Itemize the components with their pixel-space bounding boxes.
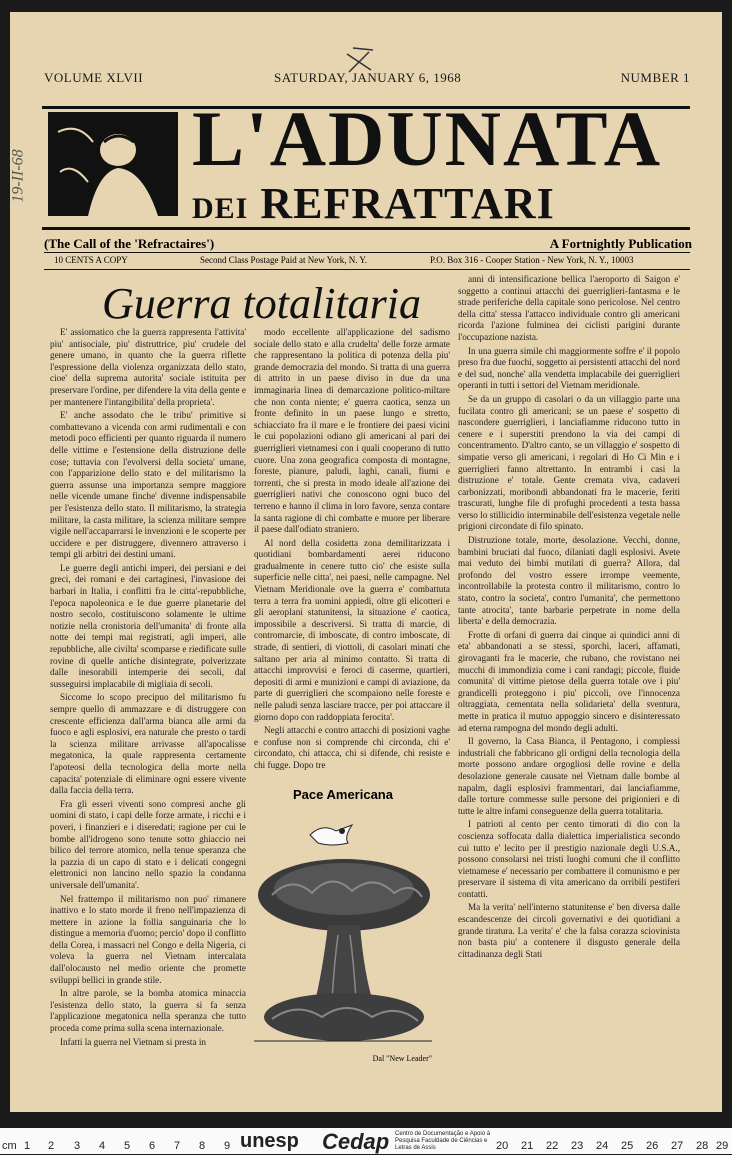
ruler-tick: 4 xyxy=(99,1140,106,1152)
rule-top xyxy=(44,252,690,253)
ruler-tick: 24 xyxy=(596,1140,609,1152)
article-paragraph: Il governo, la Casa Bianca, il Pentagono, i complessi industriali che fabbricano gli ordigni della tecnologia della morte possono andare orgogliosi delle rovine e della desolazione generale causate nel Vietnam dalle bombe al napalm, dagli esplosivi frammentari, dai lanciafiamme, dalle torture commesse sulle persone dei prigionieri e di tutte le altre infami conseguenze della guerra totalitaria. xyxy=(458,736,680,816)
article-paragraph: In una guerra simile chi maggiormente soffre e' il popolo preso fra due fuochi, soggetto ai persistenti attacchi del nord e del sud, nonche' alla vendetta implacabile dei guerriglieri operanti in tutti i settori del Vietnam meridionale. xyxy=(458,345,680,391)
ruler-tick: 25 xyxy=(621,1140,634,1152)
ruler-tick: 29 xyxy=(716,1140,729,1152)
ruler-tick: 28 xyxy=(696,1140,709,1152)
masthead-illustration-icon xyxy=(48,112,178,216)
article-paragraph: Nel frattempo il militarismo non puo' rimanere inattivo e lo stato morde il freno nell'impazienza di mettere in azione la follia sanguinaria che lo distingue a memoria d'uomo; percio' dopo il conflitto della Corea, i massacri nel Congo e della Nigeria, ci voleva la guerra nel Vietnam intercalata dall'olocausto nel medio oriente che promette sviluppi bellici in grande stile. xyxy=(50,893,246,985)
masthead-refrattari: REFRATTARI xyxy=(260,179,555,228)
article-column-2 xyxy=(254,327,450,782)
ruler-tick: 1 xyxy=(24,1140,31,1152)
rule-bottom xyxy=(44,269,690,270)
ruler-tick: 21 xyxy=(521,1140,534,1152)
address-label: P.O. Box 316 - Cooper Station - New York, N. Y., 10003 xyxy=(430,255,634,265)
ruler-tick: 2 xyxy=(48,1140,55,1152)
frequency-label: A Fortnightly Publication xyxy=(549,236,692,251)
masthead-subtitle xyxy=(192,178,555,229)
article-paragraph: Ma la verita' nell'interno statunitense e' ben diversa dalle escandescenze dei circoli governativi e dei quotidiani a grande tiratura. La verita' e' che la falsa corazza sciovinista non basta piu' a contenere il disgusto generale della cittadinanza degli Stati xyxy=(458,902,680,959)
unesp-logo: unesp xyxy=(240,1130,299,1152)
ruler-tick: 27 xyxy=(671,1140,684,1152)
handwritten-date-note: 19-II-68 xyxy=(10,149,27,203)
ruler-tick: 26 xyxy=(646,1140,659,1152)
ruler-tick: 23 xyxy=(571,1140,584,1152)
english-subtitle: (The Call of the 'Refractaires') xyxy=(44,236,215,251)
article-paragraph: Distruzione totale, morte, desolazione. Vecchi, donne, bambini bruciati dal fuoco, dilaniati dagli esplosivi. Avete mai veduto dei bimbi mutilati di guerra? Allora, dal profondo del vostro essere irrompe veemente, incontrollabile la protesta contro il militarismo, contro lo stato, contro la societa', contro l'umanita', che permettono tante atrocita', tante barbarie perpetrate in nome della liberta' e della democrazia. xyxy=(458,535,680,627)
article-headline: Guerra totalitaria xyxy=(102,279,422,328)
ruler-tick: 7 xyxy=(174,1140,181,1152)
ruler-tick: 5 xyxy=(124,1140,131,1152)
article-column-3 xyxy=(458,274,680,1084)
issue-date: SATURDAY, JANUARY 6, 1968 xyxy=(274,70,462,85)
volume-label: VOLUME XLVII xyxy=(44,70,144,85)
postage-label: Second Class Postage Paid at New York, N. Y. xyxy=(200,255,368,265)
ruler-tick: 3 xyxy=(74,1140,81,1152)
article-paragraph: Le guerre degli antichi imperi, dei persiani e dei greci, dei romani e dei cartaginesi, l'invasione dei barbari in Italia, i conflitti fra le citta'-repubbliche, l'epoca napoleonica e le due guerre planetarie del nostro secolo, costituiscono solamente le ultime notizie nella cronistoria dell'umanita' di fronte alla notte dei tempi mai registrati, agli imperi, alle repubbliche, alle civilta' scomparse e riedificate sulle rovine di quelle antiche disintegrate, polverizzate dalle inesorabili intemperie dei secoli, dal susseguirsi implacabile di migliaia di secoli. xyxy=(50,562,246,689)
cedap-logo: Cedap xyxy=(322,1129,390,1154)
article-paragraph: Se da un gruppo di casolari o da un villaggio parte una fucilata contro gli americani; se un paese e' sospetto di nascondere guerriglieri, i lanciafiamme riducono tutto in cenere e i superstiti prendono la via dei campi di concentramento. D'altro canto, se un villaggio e' sospetto di simpatie verso gli americani, i regolari di Ho Ci Min e i guerriglieri fanno altrettanto. In entrambi i casi la distruzione e' totale. Gente cremata viva, cadaveri carbonizzati, moribondi abbandonati fra le macerie, feriti trascurati, lunghe file di profughi procedenti a testa bassa verso lo stillicidio interminabile dell'esistenza vegetale nelle prigioni circondate di filo spinato. xyxy=(458,393,680,532)
article-paragraph: modo eccellente all'applicazione del sadismo sociale dello stato e alla crudelta' delle forze armate che rappresentano la politica di potenza della piu' grande democrazia del mondo. Si tratta di una guerra di attrito in un paese diviso in due da una immaginaria linea di demarcazione politico-miltare che non conta niente; e' guerra caotica, senza un fronte definito in un paese lungo e stretto, schiacciato fra il mare e le frontiere dei paesi vicini le cui popolazioni odiano gli americani al pari dei guerriglieri vietnamesi con i quali cooperano di tutto cuore. Una zona geografica composta di montagne, foreste, pianure, paludi, laghi, canali, fiumi e torrenti, che si presta in modo ideale all'azione dei guerriglieri nativi che conoscono ogni buco del terreno e hanno il clima in loro favore, senza contare la santa ragione di chi combatte e muore per liberare il paese dall'odiato straniero. xyxy=(254,327,450,535)
ruler-tick: 8 xyxy=(199,1140,206,1152)
price-label: 10 CENTS A COPY xyxy=(54,255,128,265)
masthead-dei: DEI xyxy=(192,192,249,225)
ruler-tick: 20 xyxy=(496,1140,509,1152)
article-paragraph: I patrioti al cento per cento timorati di dio con la coscienza soffocata dalla dialettica imperialistica secondo cui tutto e' lecito per il prestigio nazionale degli U.S.A., possono consolarsi nei tristi luoghi comuni che il conflitto vietnamese e' necessario per combattere il comunismo e per preservare il sistema di vita americano da orribili pestiferi contatti. xyxy=(458,819,680,899)
cartoon-title: Pace Americana xyxy=(293,787,393,802)
masthead xyxy=(42,94,690,228)
article-paragraph: Siccome lo scopo precipuo del militarismo fu sempre quello di ammazzare e di distruggere con crescente efficienza dall'arma bianca alle armi da fuoco e agli esplosivi, era naturale che presto o tardi la scienza militare arrivasse all'apocalisse megatonica, la quale rappresenta certamente l'apoteosi della tecnologica della morte nella capacita' potenziale di eliminare ogni essere vivente dalla faccia della terra. xyxy=(50,692,246,796)
cartoon xyxy=(252,787,434,1067)
article-paragraph: Negli attacchi e contro attacchi di posizioni vaghe e confuse non si comprende chi circonda, chi e' circondato, chi attacca, chi si difende, chi resiste e chi fugge. Dopo tre xyxy=(254,725,450,770)
ruler-tick: 9 xyxy=(224,1140,231,1152)
article-paragraph: Infatti la guerra nel Vietnam si presta in xyxy=(60,1036,206,1047)
masthead-title: L'ADUNATA xyxy=(192,95,663,182)
cedap-subtitle: Centro de Documentação e Apoio à Pesquisa Faculdade de Ciências e Letras de Assis xyxy=(395,1131,491,1151)
issue-number: NUMBER 1 xyxy=(620,70,690,85)
article-paragraph: Fra gli esseri viventi sono compresi anche gli uomini di stato, i capi delle forze armate, i ricchi e i poveri, i finanzieri e i diseredati; ragione per cui le bombe all'idrogeno sono tenute sotto ghiaccio nei bilico del terrore atomico, nella tenue speranza che la pazzia di un capo di stato e i delicati congegni elettronici non lancino nello spazio la condanna universale dell'umanita'. xyxy=(50,798,246,890)
scan-ruler xyxy=(0,1128,732,1154)
ruler-tick: 22 xyxy=(546,1140,559,1152)
article-paragraph: anni di intensificazione bellica l'aeroporto di Saigon e' soggetto a continui attacchi dei guerriglieri-fantasma e le strade periferiche della capitale sono pericolose. Nel centro della citta' stessa l'attacco individuale contro gli americani ricorda l'azione fulminea dei ciclisti parigini durante l'occupazione nazista. xyxy=(458,274,680,342)
article-paragraph: Frotte di orfani di guerra dai cinque ai quindici anni di eta' abbandonati a se stessi, sporchi, laceri, affamati, girovaganti fra le macerie, che rubano, che rovistano nei mucchi di immondizia come i cani randagi; piccole, fluide comunita' di vittime pietose della guerra totale ove i piu' grandicelli proteggono i piu' piccoli, ove l'innocenza oltraggiata, cementata nella solidarieta' della sventura, mette in pratica il mutuo appoggio sincero e disinteressato ad eterna rampogna del mondo degli adulti. xyxy=(458,629,680,733)
cartoon-credit: Dal "New Leader" xyxy=(372,1054,432,1063)
article-paragraph: Al nord della cosidetta zona demilitarizzata i quotidiani bombardamenti aerei riducono gradualmente in cenere tutto cio' che esiste sulla superficie nelle citta', nei paesi, nelle campagne. Nel Vietnam Meridionale ove la guerra e' combattuta terra a terra fra uomini appiedi, oltre gli elicotteri e gli aeroplani statunitensi, la situazione e' caotica, impossibile a descriversi. Si tratta di marcie, di contromarcie, di imboscate, di contro imboscate, di strade, di sentieri, di viottoli, di casolari minati che saltano per aria al minimo contatto. Si tratta di attacchi improvvisi e feroci di caserme, quartieri, depositi di armi e munizioni e campi di aviazione, da parte di guerriglieri che scompaiono nelle foreste e nelle paludi senza lasciare tracce, per poi attaccare il giorno dopo con raddoppiata ferocita'. xyxy=(254,537,450,722)
ruler-unit: cm xyxy=(2,1140,17,1152)
ruler-tick: 6 xyxy=(149,1140,156,1152)
article-paragraph: E' anche assodato che le tribu' primitive si combattevano a vicenda con armi rudimentali e con metodi poco efficienti per quanto riguarda il numero delle vittime e l'estensione della distruzione delle cose; tuttavia con l'evolversi della societa' umane, con l'apparizione dello stato e del militarismo la guerra assunse una importanza sempre maggiore nelle vicende umane finche' divenne indispensabile per l'esistenza dello stato. Il militarismo, la strategia militare, la casta militare, la scienza militare sempre vigile nell'accaparrarsi le invenzioni e le scoperte per uccidere e per distruggere, divennero attraverso i tempi gli arbitri dei destini umani. xyxy=(50,410,246,560)
mushroom-cloud-dove-illustration-icon xyxy=(252,805,434,1053)
article-paragraph: In altre parole, se la bomba atomica minaccia l'esistenza dello stato, la guerra si fa senza l'applicazione megatonica nella speranza che tutto proceda come prima sulla scena internazionale. xyxy=(50,988,246,1034)
article-paragraph: E' assiomatico che la guerra rappresenta l'attivita' piu' antisociale, piu' distruttrice, piu' crudele del genere umano, in quanto che la guerra riflette l'espressione della violenza organizzata dello stato, cioe' della suprema autorita' sociale istituita per preservare l'ordine, per difendere la vita della gente e per mantenere l'intangibilita' della proprieta'. xyxy=(50,327,246,407)
newspaper-page xyxy=(10,12,722,1112)
article-column-1 xyxy=(50,327,246,1087)
